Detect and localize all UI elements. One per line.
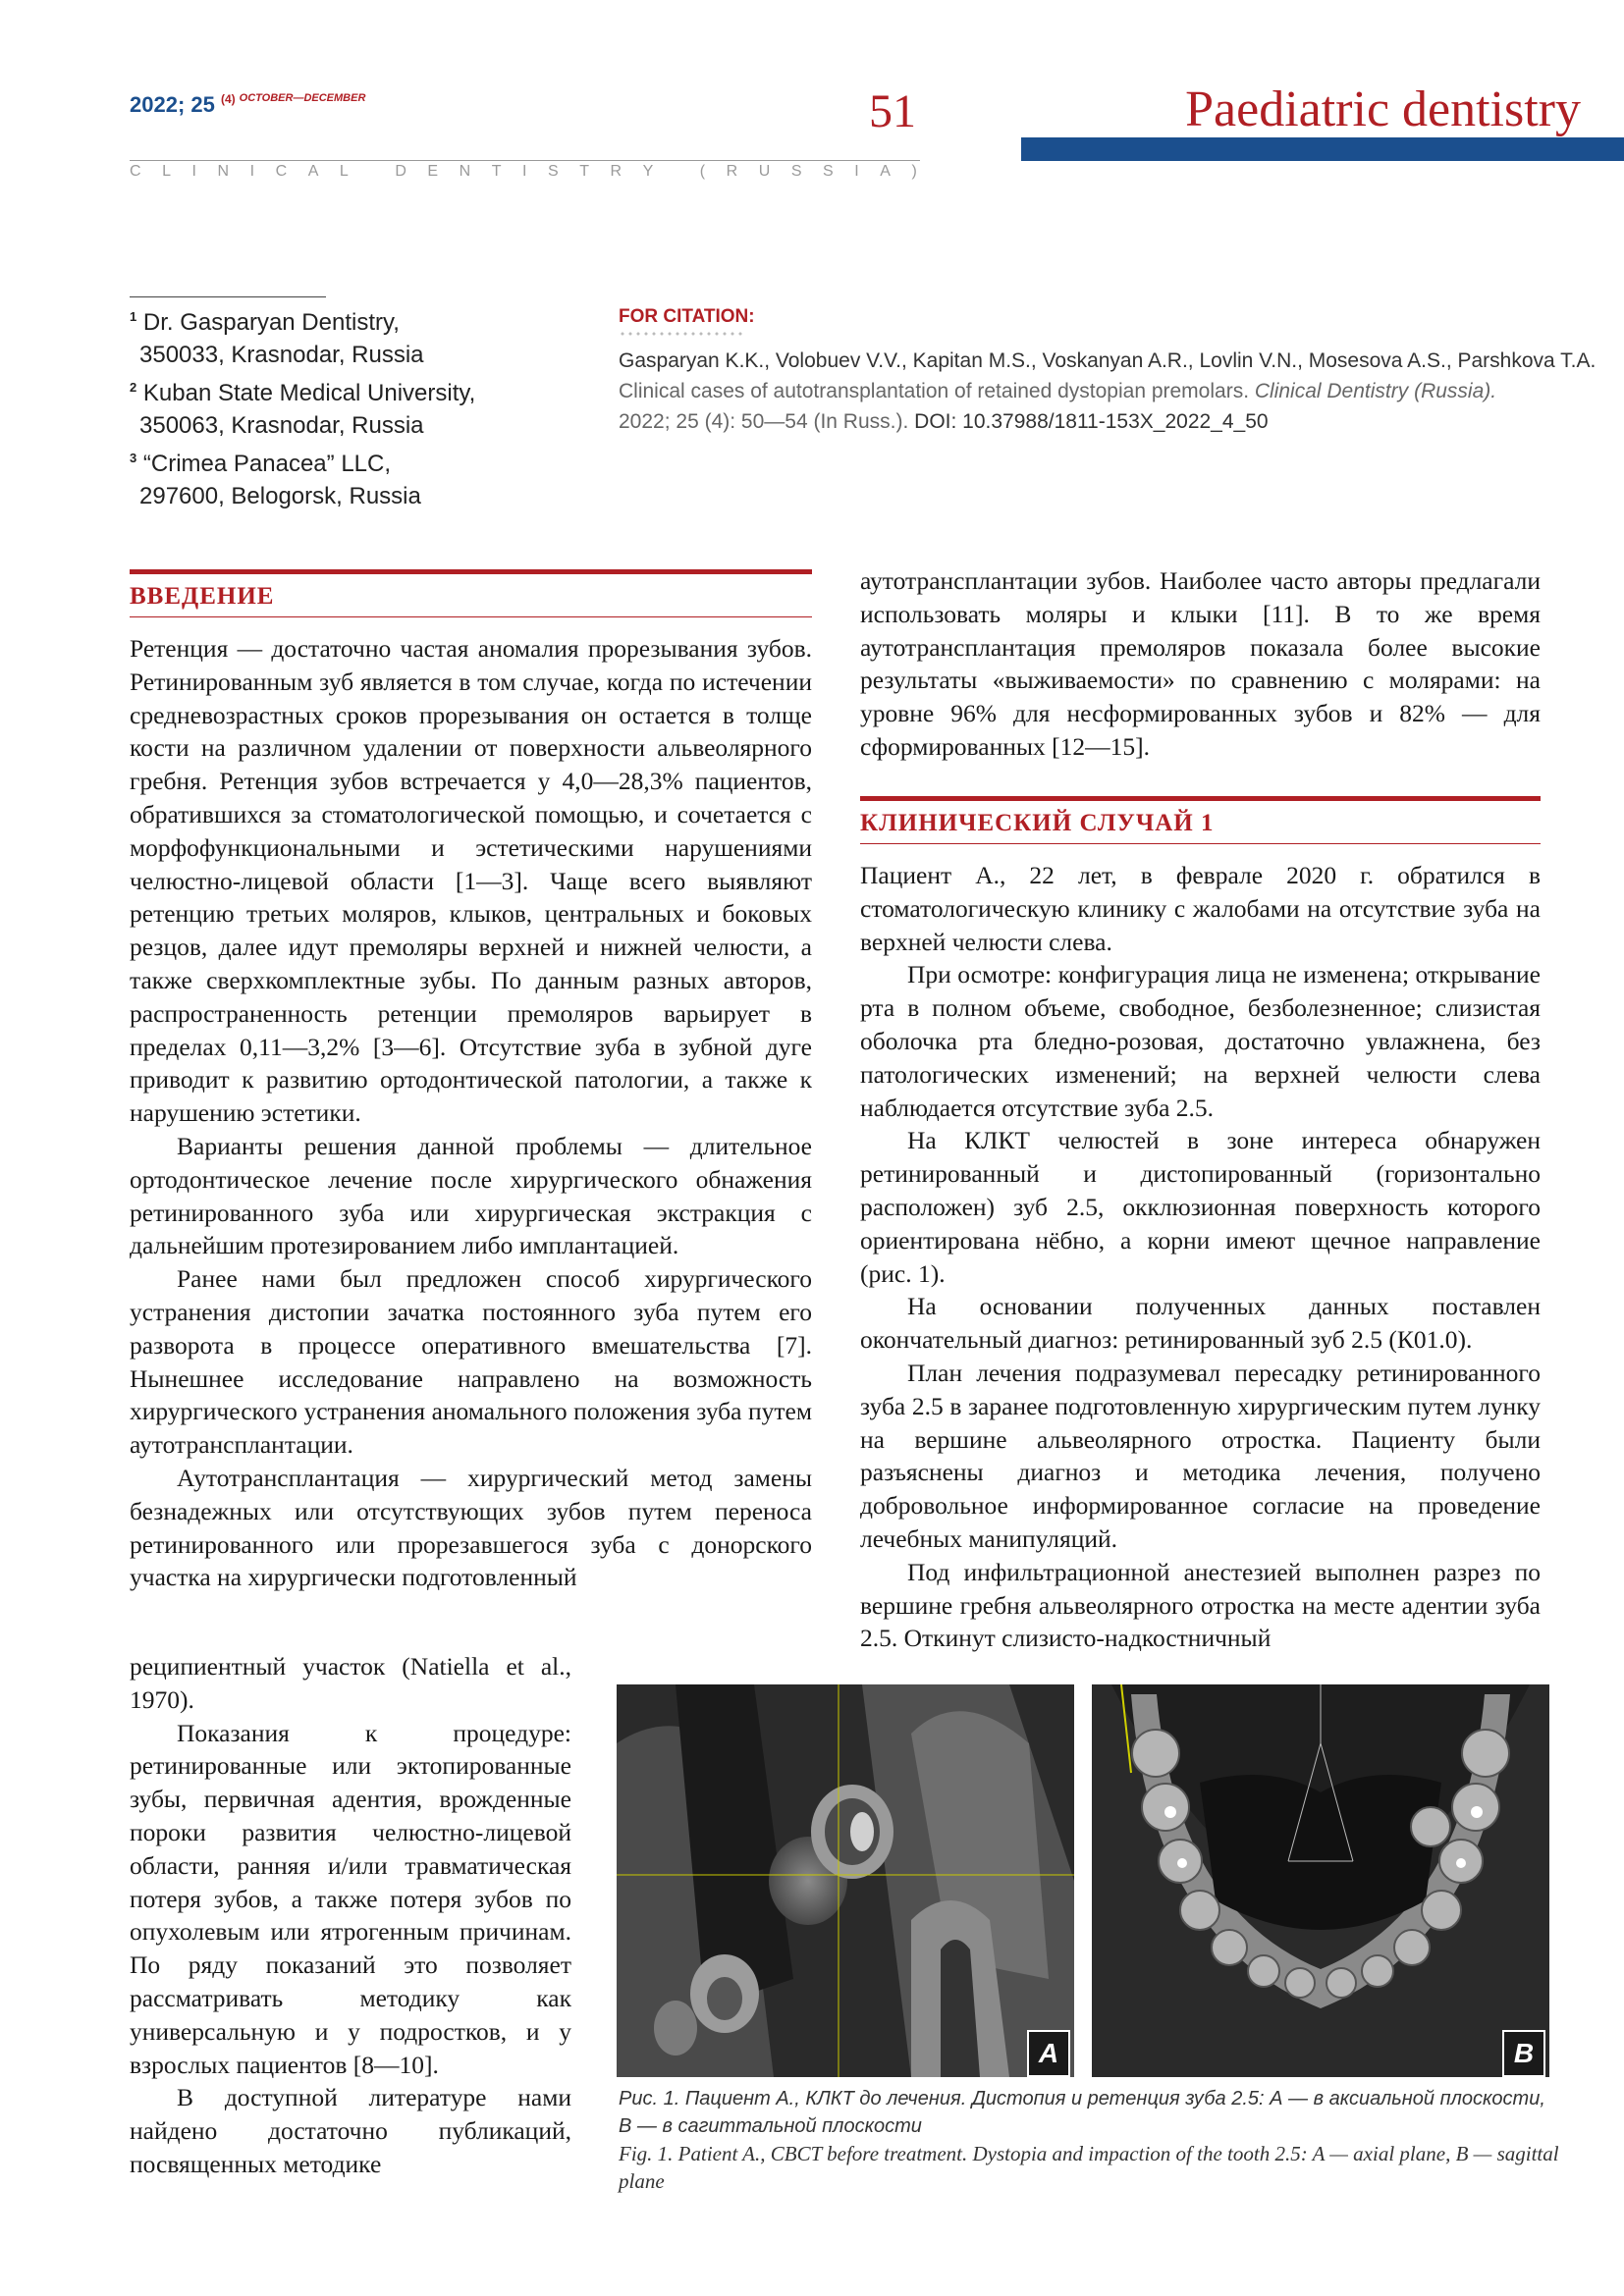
citation-doi: DOI: 10.37988/1811-153X_2022_4_50 [914,410,1269,433]
intro-paragraph-5: Показания к процедуре: ретинированные или эктопированные зубы, первичная адентия, врожденные пороки развития челюстно-лицевой области, ранняя и/или травматическая потеря зубов, а также потеря зубов по опухолевым или ятрогенным причинам. По ряду показаний это позволяет рассматривать методику как универсальную и у подростков, и у взрослых пациентов [8—10]. [130,1718,571,2079]
journal-letter: T [491,163,505,180]
cbct-sagittal-image [1092,1684,1549,2077]
issue-info [130,92,365,118]
journal-letter: C [275,163,291,180]
journal-letter: L [339,163,352,180]
journal-letter: N [217,163,233,180]
right-column-top [860,564,1541,764]
journal-name [130,163,920,181]
journal-letter: D [395,163,409,180]
citation-dots [619,332,746,336]
journal-letter: R [610,163,625,180]
case1-heading-rule [860,843,1541,844]
issue-months: OCTOBER—DECEMBER [239,92,366,104]
intro-text [130,632,812,1594]
intro-heading-bar [130,569,812,574]
figure-caption-ru: Рис. 1. Пациент А., КЛКТ до лечения. Дистопия и ретенция зуба 2.5: А — в аксиальной плоскости, В — в сагиттальной плоскости [619,2088,1545,2137]
section-bar [1021,137,1624,161]
cbct-axial-image [617,1684,1074,2077]
affiliations [130,300,522,512]
affiliations-rule [130,296,326,297]
journal-letter [369,163,376,181]
journal-letter: I [854,163,862,180]
journal-letter: T [579,163,592,180]
figure-label-a: A [1027,2030,1070,2077]
continuation-paragraph: аутотрансплантации зубов. Наиболее часто авторы предлагали использовать моляры и клыки [11]. В то же время аутотрансплантация премоляров показала более высокие результаты «выживаемости» по сравнению с молярами: на уровне 96% для несформированных зубов и 82% — для сформированных [12—15]. [860,566,1541,761]
issue-number: (4) [220,92,236,106]
case1-text [860,859,1541,1655]
issue-year-volume: 2022; 25 [130,92,215,117]
case1-paragraph-2: При осмотре: конфигурация лица не изменена; открывание рта в полном объеме, свободное, безболезненное; слизистая оболочка рта бледно-розовая, достаточно увлажнена, без патологических изменений; на верхней челюсти слева наблюдается отсутствие зуба 2.5. [860,960,1541,1122]
citation-authors: Gasparyan K.K., Volobuev V.V., Kapitan M.S., Voskanyan A.R., Lovlin V.N., Mosesova A.S., Parshkova T.A. [619,349,1597,372]
journal-letter [675,163,681,181]
case1-paragraph-4: На основании полученных данных поставлен окончательный диагноз: ретинированный зуб 2.5 (К01.0). [860,1292,1541,1355]
header-rule [130,160,920,161]
journal-letter: E [427,163,442,180]
intro-paragraph-1: Ретенция — достаточно частая аномалия прорезывания зубов. Ретинированным зуб является в том случае, когда по истечении средневозрастных сроков прорезывания он остается в толще кости на различном удалении от поверхности альвеолярного гребня. Ретенция зубов встречается у 4,0—28,3% пациентов, обратившихся за стоматологической помощью, и сочетается с морфофункциональными и эстетическими нарушениями челюстно-лицевой области [1—3]. Чаще всего выявляют ретенцию третьих моляров, клыков, центральных и боковых резцов, далее идут премоляры верхней и нижней челюсти, а также сверхкомплектные зубы. По данным разных авторов, распространенность ретенции премоляров варьирует в пределах 0,11—3,2% [3—6]. Отсутствие зуба в зубной дуге приводит к развитию ортодонтической патологии, а также к нарушению эстетики. [130,634,812,1128]
intro-heading: ВВЕДЕНИЕ [130,583,275,610]
citation-label: FOR CITATION: [619,306,755,327]
intro-narrow-text [130,1650,571,2181]
page-number: 51 [869,85,916,137]
case1-heading: КЛИНИЧЕСКИЙ СЛУЧАЙ 1 [860,810,1215,836]
intro-paragraph-2: Варианты решения данной проблемы — длительное ортодонтическое лечение после хирургического обнажения ретинированного зуба или хирургическая экстракция с дальнейшим протезированием либо имплантацией. [130,1131,812,1260]
intro-paragraph-6: В доступной литературе нами найдено достаточно публикаций, посвященных методике [130,2083,571,2178]
intro-paragraph-4-end: реципиентный участок (Natiella et al., 1970). [130,1652,571,1714]
affiliation-2-address: 350063, Krasnodar, Russia [139,412,424,439]
case1-paragraph-1: Пациент А., 22 лет, в феврале 2020 г. обратился в стоматологическую клинику с жалобами на отсутствие зуба на верхней челюсти слева. [860,861,1541,956]
citation-body: Clinical cases of autotransplantation of retained dystopian premolars. Clinical Dentistry (Russia). 2022; 25 (4): 50—54 (In Russ.). DOI: 10.37988/1811-153X_2022_4_50 [619,380,1497,433]
figure-caption [619,2085,1561,2195]
journal-letter: I [191,163,199,180]
journal-letter: ) [911,163,920,180]
citation [619,346,1597,437]
journal-letter: I [249,163,258,180]
section-title: Paediatric dentistry [1185,81,1581,137]
journal-letter: Y [642,163,657,180]
affiliation-2: $^2$ Kuban State Medical University, [130,380,476,406]
figure-caption-en: Fig. 1. Patient A., CBCT before treatment. Dystopia and impaction of the tooth 2.5: A — axial plane, B — sagittal plane [619,2142,1559,2193]
affiliation-3: $^3$ “Crimea Panacea” LLC, [130,451,392,477]
figure-panel-b [1092,1684,1549,2077]
affiliation-3-address: 297600, Belogorsk, Russia [139,483,421,509]
intro-paragraph-3: Ранее нами был предложен способ хирургического устранения дистопии зачатка постоянного зуба путем его разворота в процессе оперативного вмешательства [7]. Нынешнее исследование направлено на возможность хирургического устранения аномального положения зуба путем аутотрансплантации. [130,1264,812,1460]
journal-letter: C [130,163,144,180]
affiliation-1-address: 350033, Krasnodar, Russia [139,342,424,368]
journal-letter: ( [699,163,709,180]
journal-letter: S [823,163,837,180]
intro-heading-rule [130,616,812,617]
journal-letter: A [307,163,322,180]
case1-paragraph-3: На КЛКТ челюстей в зоне интереса обнаружен ретинированный и дистопированный (горизонтально расположен) зуб 2.5, окклюзионная поверхность которого ориентирована нёбно, а корни имеют щечное направление (рис. 1). [860,1126,1541,1288]
figure-label-b: B [1502,2030,1545,2077]
affiliation-1: $^1$ Dr. Gasparyan Dentistry, [130,309,400,336]
case1-paragraph-5: План лечения подразумевал пересадку ретинированного зуба 2.5 в заранее подготовленную хирургическим путем лунку на вершине альвеолярного отростка. Пациенту были разъяснены диагноз и методика лечения, получено добровольное информированное согласие на проведение лечебных манипуляций. [860,1358,1541,1553]
journal-letter: R [726,163,741,180]
case1-heading-bar [860,796,1541,801]
intro-paragraph-4: Аутотрансплантация — хирургический метод замены безнадежных или отсутствующих зубов путем переноса ретинированного или прорезавшегося зуба с донорского участка на хирургически подготовленный [130,1463,812,1592]
journal-letter: S [548,163,562,180]
case1-paragraph-6: Под инфильтрационной анестезией выполнен разрез по вершине гребня альвеолярного отростка на месте адентии зуба 2.5. Откинут слизисто-надкостничный [860,1557,1541,1653]
figure-panel-a [617,1684,1074,2077]
journal-letter: A [880,163,893,180]
journal-letter: N [459,163,474,180]
journal-letter: U [758,163,774,180]
journal-letter: I [522,163,530,180]
journal-letter: S [790,163,805,180]
journal-letter: L [162,163,174,180]
